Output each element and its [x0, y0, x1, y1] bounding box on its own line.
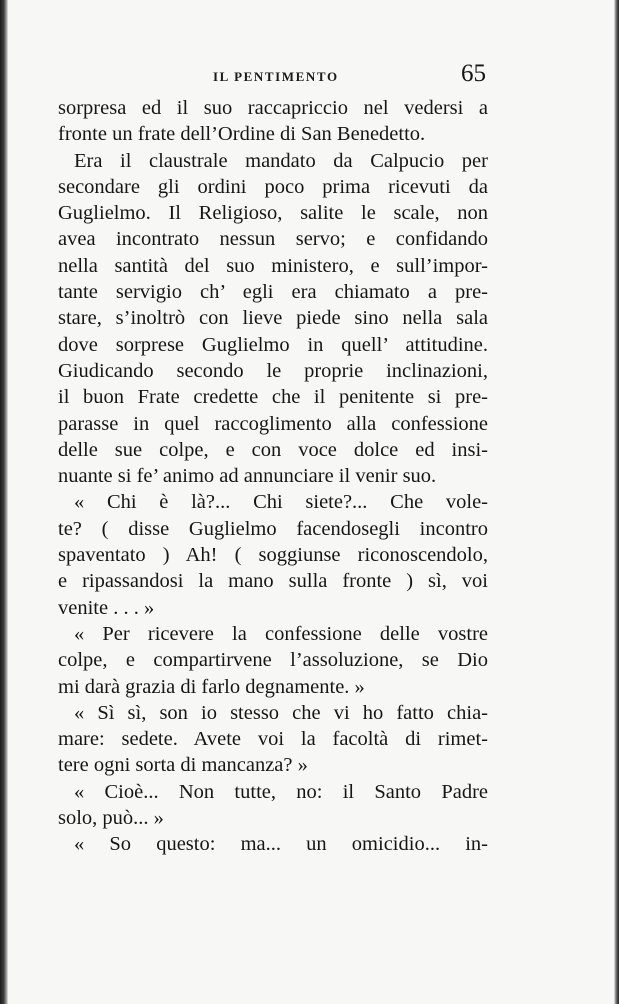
text-line: « Chi è là?... Chi siete?... Che vole-	[74, 491, 488, 514]
text-line: Guglielmo. Il Religioso, salite le scale, non	[58, 202, 488, 225]
running-title: IL PENTIMENTO	[213, 69, 339, 84]
text-line: Era il claustrale mandato da Calpucio per	[74, 149, 488, 172]
text-line: colpe, e compartirvene l’assoluzione, se Dio	[58, 649, 488, 672]
text-line: solo, può... »	[58, 807, 164, 830]
text-line: secondare gli ordini poco prima ricevuti da	[58, 175, 488, 198]
text-line: « Per ricevere la confessione delle vostre	[74, 622, 488, 645]
body-text	[58, 95, 488, 858]
text-line: e ripassandosi la mano sulla fronte ) sì, voi	[58, 570, 488, 593]
text-line: « Cioè... Non tutte, no: il Santo Padre	[74, 780, 488, 803]
text-line: parasse in quel raccoglimento alla confessione	[58, 412, 488, 435]
text-line: mi darà grazia di farlo degnamente. »	[58, 675, 365, 698]
text-line: nuante si fe’ animo ad annunciare il venir suo.	[58, 465, 437, 488]
text-line: il buon Frate credette che il penitente si pre-	[58, 386, 488, 409]
text-line: « So questo: ma... un omicidio... in-	[74, 833, 488, 856]
page-edge-shadow	[614, 0, 619, 1004]
text-line: sorpresa ed il suo raccapriccio nel vedersi a	[58, 97, 488, 119]
text-line: tere ogni sorta di mancanza? »	[58, 754, 308, 777]
text-line: « Sì sì, son io stesso che vi ho fatto chia-	[74, 701, 488, 724]
text-line: Giudicando secondo le proprie inclinazioni,	[58, 359, 488, 382]
text-line: tante servigio ch’ egli era chiamato a pre-	[58, 281, 488, 304]
text-line: te? ( disse Guglielmo facendosegli incontro	[58, 517, 488, 540]
text-line: fronte un frate dell’Ordine di San Benedetto.	[58, 123, 426, 146]
page-number: 65	[461, 60, 486, 87]
text-line: nella santità del suo ministero, e sull’impor-	[58, 254, 488, 277]
text-line: stare, s’inoltrò con lieve piede sino nella sala	[58, 307, 488, 330]
text-line: delle sue colpe, e con voce dolce ed insi-	[58, 438, 488, 461]
text-line: dove sorprese Guglielmo in quell’ attitudine.	[58, 333, 488, 356]
page-header	[58, 60, 486, 94]
page-binding-shadow	[0, 0, 8, 1004]
text-line: mare: sedete. Avete voi la facoltà di rimet-	[58, 728, 488, 751]
text-line: avea incontrato nessun servo; e confidando	[58, 228, 488, 251]
text-line: venite . . . »	[58, 596, 155, 619]
text-line: spaventato ) Ah! ( soggiunse riconoscendolo,	[58, 544, 488, 567]
